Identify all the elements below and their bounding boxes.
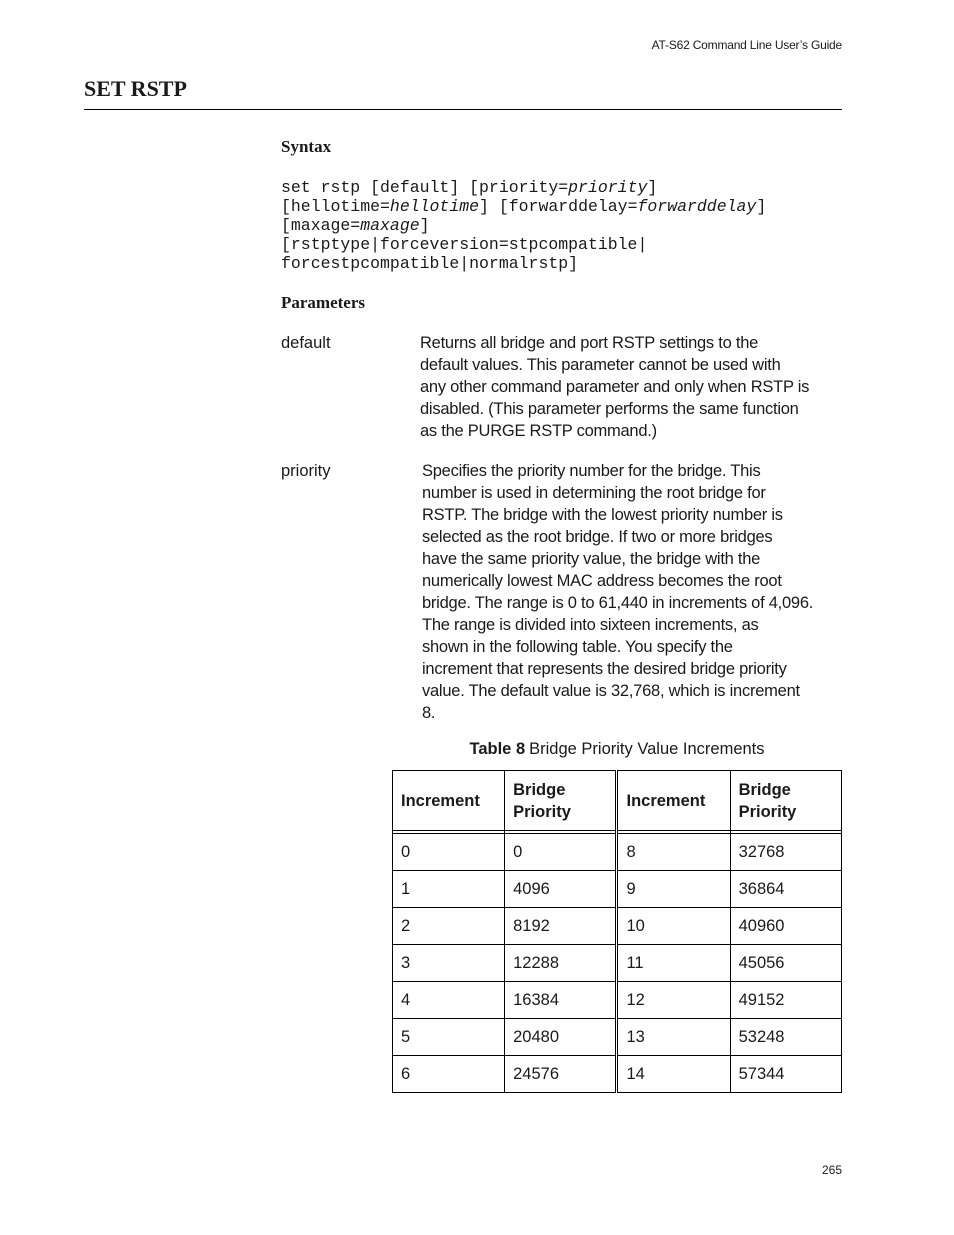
table-header-row [393,771,842,831]
header-increment-2 [617,771,730,831]
bridge-priority-cell: 20480 [505,1019,617,1056]
syntax-line [281,178,766,197]
header-text: Increment [626,791,706,810]
bridge-priority-cell: 24576 [505,1056,617,1093]
table-row [393,1019,842,1056]
table-row [393,908,842,945]
param-description-line: value. The default value is 32,768, which is increment [422,682,800,700]
table-body [393,831,842,1093]
parameters-heading: Parameters [281,293,366,312]
param-description-default [420,332,848,442]
param-description-line: number is used in determining the root bridge for [422,484,766,502]
bridge-priority-cell: 53248 [730,1019,841,1056]
running-header: AT-S62 Command Line User’s Guide [651,38,842,52]
table-row [393,945,842,982]
param-description-line: RSTP. The bridge with the lowest priority number is [422,506,783,524]
bridge-priority-cell: 12288 [505,945,617,982]
syntax-literal: ] [756,197,767,216]
table-caption-label: Table 8 [469,740,526,758]
table-caption [392,738,842,760]
increment-cell: 9 [617,871,730,908]
page-title: SET RSTP [84,76,187,101]
bridge-priority-cell: 57344 [730,1056,841,1093]
syntax-literal: [rstptype|forceversion=stpcompatible| [281,235,648,254]
param-description-line: as the PURGE RSTP command.) [420,422,657,440]
syntax-literal: ] [419,216,430,235]
increment-cell: 4 [393,982,505,1019]
bridge-priority-cell: 36864 [730,871,841,908]
table-caption-text: Bridge Priority Value Increments [529,740,765,758]
param-description-line: disabled. (This parameter performs the same function [420,400,799,418]
bridge-priority-table [392,770,842,1093]
param-description-line: numerically lowest MAC address becomes the root [422,572,782,590]
syntax-placeholder: maxage [360,216,420,235]
bridge-priority-cell: 0 [505,834,617,871]
bridge-priority-cell: 40960 [730,908,841,945]
increment-cell: 14 [617,1056,730,1093]
header-bridge-priority-1 [505,771,617,831]
header-bridge-priority-2 [730,771,841,831]
bridge-priority-cell: 8192 [505,908,617,945]
header-text: Priority [513,802,571,821]
syntax-line [281,216,766,235]
syntax-literal: [hellotime= [281,197,390,216]
increment-cell: 5 [393,1019,505,1056]
syntax-line [281,235,766,254]
bridge-priority-cell: 4096 [505,871,617,908]
param-description-line: default values. This parameter cannot be used with [420,356,781,374]
param-description-priority [422,460,850,724]
bridge-priority-cell: 16384 [505,982,617,1019]
param-name-priority: priority [281,462,331,480]
param-description-line: selected as the root bridge. If two or more bridges [422,528,773,546]
syntax-line [281,197,766,216]
header-text: Priority [738,802,797,821]
param-description-line: any other command parameter and only when RSTP is [420,378,810,396]
bridge-priority-cell: 45056 [730,945,841,982]
header-text: Bridge [738,780,791,799]
increment-cell: 13 [617,1019,730,1056]
bridge-priority-cell: 49152 [730,982,841,1019]
table-row [393,982,842,1019]
param-description-line: 8. [422,704,436,722]
increment-cell: 1 [393,871,505,908]
title-rule [84,109,842,110]
header-text: Bridge [513,780,566,799]
syntax-literal: ] [647,178,658,197]
syntax-placeholder: priority [568,178,648,197]
increment-cell: 0 [393,834,505,871]
page-number: 265 [821,1163,842,1177]
param-description-line: Specifies the priority number for the bridge. This [422,462,761,480]
increment-cell: 6 [393,1056,505,1093]
param-description-line: bridge. The range is 0 to 61,440 in increments of 4,096. [422,594,814,612]
increment-cell: 11 [617,945,730,982]
syntax-placeholder: forwarddelay [637,197,757,216]
syntax-literal: [maxage= [281,216,361,235]
param-description-line: The range is divided into sixteen increments, as [422,616,759,634]
table-row [393,871,842,908]
param-description-line: have the same priority value, the bridge with the [422,550,761,568]
increment-cell: 8 [617,834,730,871]
syntax-heading: Syntax [281,137,332,156]
increment-cell: 2 [393,908,505,945]
syntax-literal: forcestpcompatible|normalrstp] [281,254,579,273]
param-description-line: increment that represents the desired bridge priority [422,660,787,678]
increment-cell: 10 [617,908,730,945]
param-description-line: shown in the following table. You specify the [422,638,733,656]
syntax-literal: set rstp [default] [priority= [281,178,569,197]
bridge-priority-cell: 32768 [730,834,841,871]
table-row [393,1056,842,1093]
param-name-default: default [281,334,331,352]
table-row [393,834,842,871]
header-increment-1 [393,771,505,831]
increment-cell: 12 [617,982,730,1019]
increment-cell: 3 [393,945,505,982]
syntax-line [281,254,766,273]
param-description-line: Returns all bridge and port RSTP settings to the [420,334,759,352]
syntax-literal: ] [forwarddelay= [479,197,638,216]
header-text: Increment [401,791,480,810]
syntax-block [281,178,766,273]
syntax-placeholder: hellotime [389,197,480,216]
